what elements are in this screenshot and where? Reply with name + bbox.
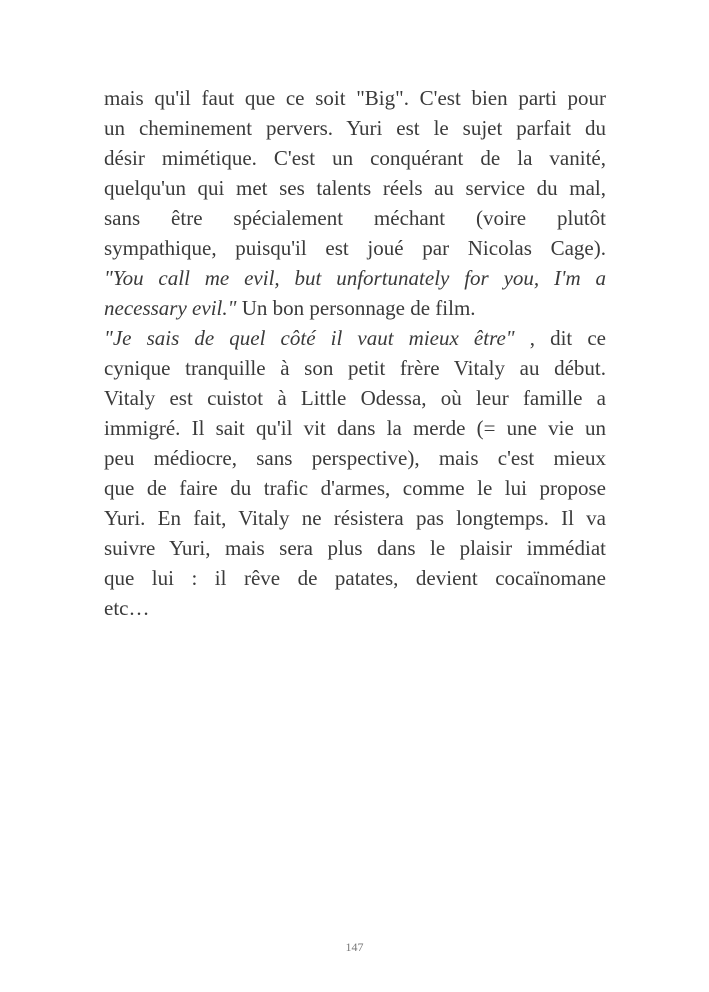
text-line: quelqu'un qui met ses talents réels au service du mal, <box>104 176 606 200</box>
text-line: sans être spécialement méchant (voire plutôt <box>104 206 606 230</box>
quote-text: "Je sais de quel côté il vaut mieux être" <box>104 326 515 350</box>
text-line: immigré. Il sait qu'il vit dans la merde (= une vie un <box>104 416 606 440</box>
text-line: que de faire du trafic d'armes, comme le lui propose <box>104 476 606 500</box>
text-line: Yuri. En fait, Vitaly ne résistera pas longtemps. Il va <box>104 506 606 530</box>
text-line: un cheminement pervers. Yuri est le sujet parfait du <box>104 116 606 140</box>
text-line: cynique tranquille à son petit frère Vitaly au début. <box>104 356 606 380</box>
text-line <box>104 293 606 323</box>
text-line <box>104 323 606 353</box>
text-fragment: Un bon personnage de film. <box>236 296 476 320</box>
text-line: suivre Yuri, mais sera plus dans le plaisir immédiat <box>104 536 606 560</box>
text-line: Vitaly est cuistot à Little Odessa, où leur famille a <box>104 386 606 410</box>
text-line: sympathique, puisqu'il est joué par Nicolas Cage). <box>104 236 606 260</box>
text-line: mais qu'il faut que ce soit "Big". C'est bien parti pour <box>104 86 606 110</box>
page-number: 147 <box>345 940 364 954</box>
quote-text: necessary evil." <box>104 296 237 320</box>
body-text <box>104 83 606 623</box>
quote-line: "You call me evil, but unfortunately for you, I'm a <box>104 266 606 290</box>
text-line: etc… <box>104 596 150 620</box>
text-fragment: , dit ce <box>514 326 606 350</box>
text-line: peu médiocre, sans perspective), mais c'est mieux <box>104 446 606 470</box>
text-line: désir mimétique. C'est un conquérant de la vanité, <box>104 146 606 170</box>
text-line: que lui : il rêve de patates, devient cocaïnomane <box>104 566 606 590</box>
